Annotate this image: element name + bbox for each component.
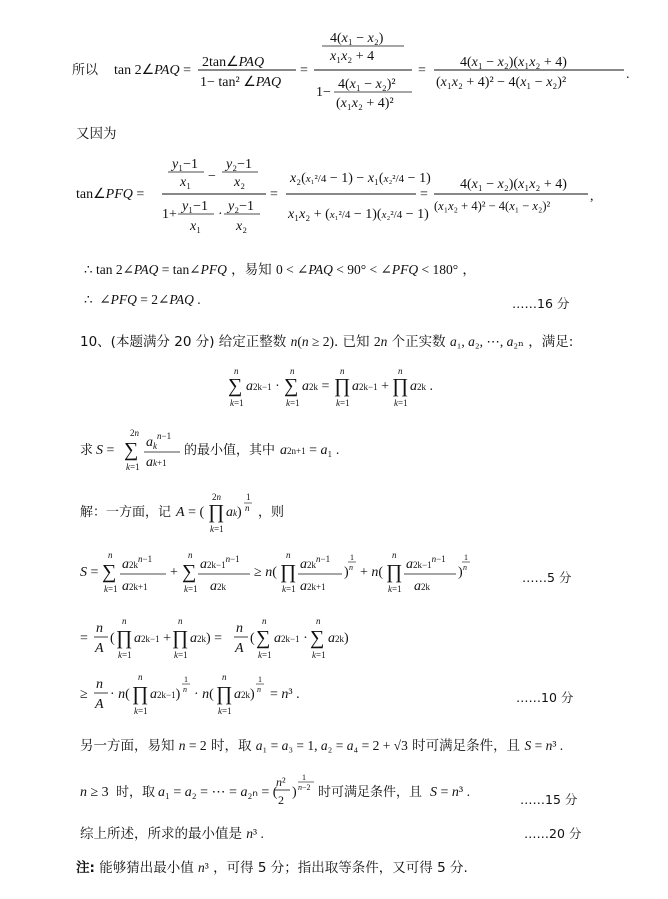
svg-text:1: 1 xyxy=(350,553,354,562)
formula-ge-n-cubed-svg xyxy=(80,668,340,718)
svg-text:n ≥ 3: n ≥ 3 xyxy=(80,785,109,800)
svg-text:k=1: k=1 xyxy=(218,706,232,716)
svg-text:1−: 1− xyxy=(316,85,331,100)
svg-text:n−2: n−2 xyxy=(298,783,311,792)
svg-text:a2k: a2k xyxy=(210,579,226,594)
formula-equal-n-over-a xyxy=(80,612,380,664)
svg-text:+: + xyxy=(170,565,178,580)
svg-text:n: n xyxy=(108,550,113,560)
svg-text:n: n xyxy=(183,685,187,694)
score-15: ……15 分 xyxy=(520,792,578,807)
svg-text:1+: 1+ xyxy=(162,207,177,222)
solution-n-ge-3-svg xyxy=(80,772,500,812)
formula-condition xyxy=(228,364,468,410)
svg-text:k=1: k=1 xyxy=(394,398,408,408)
svg-text:tan∠PFQ =: tan∠PFQ = xyxy=(76,187,145,202)
svg-text:n: n xyxy=(398,366,403,376)
score-16: ……16 分 xyxy=(512,296,570,311)
svg-text:≥: ≥ xyxy=(80,687,88,702)
svg-text:k=1: k=1 xyxy=(388,584,402,594)
svg-text:∑: ∑ xyxy=(228,375,243,397)
svg-text:4(x₁ − x₂)²: 4(x₁ − x₂)² xyxy=(338,77,396,92)
svg-text:a2k−1 ·: a2k−1 · xyxy=(246,379,280,394)
svg-text:k=1: k=1 xyxy=(230,398,244,408)
svg-text:∏: ∏ xyxy=(208,501,225,523)
svg-text:n: n xyxy=(257,685,261,694)
svg-text:∏: ∏ xyxy=(116,627,133,649)
svg-text:=: = xyxy=(270,187,278,202)
formula-condition-svg xyxy=(228,364,468,410)
solution-n-equals-2: 另一方面，易知 n = 2 时，取 a₁ = a₃ = 1, a₂ = a₄ = 2 + √3 时可满足条件，且 S = n³ . xyxy=(80,738,564,754)
svg-text:∏: ∏ xyxy=(334,375,351,397)
svg-text:=: = xyxy=(80,631,88,646)
svg-text:S = n³ .: S = n³ . xyxy=(430,785,471,800)
svg-text:y₂−1: y₂−1 xyxy=(226,157,252,172)
svg-text:4(x₁ − x₂): 4(x₁ − x₂) xyxy=(330,31,384,46)
svg-text:A: A xyxy=(235,641,244,656)
svg-text:k=1: k=1 xyxy=(258,650,272,660)
text-therefore-pfq: ∴ ∠PFQ = 2∠PAQ . xyxy=(84,292,201,307)
svg-text:∏: ∏ xyxy=(386,561,403,583)
svg-text:A: A xyxy=(95,697,104,712)
svg-text:): ) xyxy=(292,785,297,800)
svg-text:a2kn−1: $a2k^{n-1}$ xyxy=(122,554,153,572)
svg-text:k=1: k=1 xyxy=(210,524,224,534)
svg-text:2: 2 xyxy=(278,793,284,807)
svg-text:∏: ∏ xyxy=(172,627,189,649)
svg-text:y₂−1: y₂−1 xyxy=(228,199,254,214)
svg-text:ak): ak) xyxy=(226,505,242,520)
svg-text:4(x₁ − x₂)(x₁x₂ + 4): 4(x₁ − x₂)(x₁x₂ + 4) xyxy=(460,55,567,70)
svg-text:a2k .: a2k . xyxy=(410,379,433,394)
svg-text:tan 2∠PAQ =: tan 2∠PAQ = xyxy=(114,63,191,78)
svg-text:x₂: x₂ xyxy=(236,219,248,234)
svg-text:n: n xyxy=(245,503,250,513)
svg-text:a2k: a2k xyxy=(414,579,430,594)
formula-ge-n-cubed xyxy=(80,668,340,718)
text-therefore-tan-equal: ∴ tan 2∠PAQ = tan∠PFQ ，易知 0 < ∠PAQ < 90° < ∠PFQ < 180° ， xyxy=(84,262,476,278)
svg-text:解：一方面，记: 解：一方面，记 xyxy=(80,505,172,520)
svg-text:(: ( xyxy=(110,631,115,646)
svg-text:(x₁x₂ + 4)² − 4(x₁ − x₂)²: (x₁x₂ + 4)² − 4(x₁ − x₂)² xyxy=(436,75,567,90)
svg-text:∑: ∑ xyxy=(124,439,139,461)
svg-text:x₂: x₂ xyxy=(234,175,246,190)
svg-text:4(x₁ − x₂)(x₁x₂ + 4): 4(x₁ − x₂)(x₁x₂ + 4) xyxy=(460,177,567,192)
score-5: ……5 分 xyxy=(522,570,572,585)
formula-tan-pfq-svg xyxy=(76,152,596,238)
formula-tan2paq xyxy=(72,30,632,110)
solution-define-a xyxy=(80,490,320,540)
svg-text:=: = xyxy=(420,187,428,202)
svg-text:n: n xyxy=(138,672,143,682)
text-you-yin-wei: 又因为 xyxy=(76,126,117,142)
svg-text:n: n xyxy=(262,616,267,626)
svg-text:n: n xyxy=(286,550,291,560)
svg-text:∑: ∑ xyxy=(284,375,299,397)
svg-text:=: = xyxy=(300,63,308,78)
svg-text:· n(: · n( xyxy=(194,687,214,702)
svg-text:a2k =: a2k = xyxy=(302,379,330,394)
note-label: 注: xyxy=(76,860,95,876)
svg-text:∑: ∑ xyxy=(182,561,197,583)
svg-text:1: 1 xyxy=(464,553,468,562)
svg-text:x₂(x₁²/4 − 1) − x₁(x₂²/4 − 1): x₂(x₁²/4 − 1) − x₁(x₂²/4 − 1) xyxy=(290,171,431,186)
svg-text:= n³ .: = n³ . xyxy=(270,687,300,702)
svg-text:x₁: x₁ xyxy=(190,219,202,234)
svg-text:n: n xyxy=(236,621,243,636)
svg-text:a2k−1 +: a2k−1 + xyxy=(134,631,171,646)
svg-text:a2k−1 +: a2k−1 + xyxy=(352,379,389,394)
svg-text:1: 1 xyxy=(258,675,262,684)
svg-text:n: n xyxy=(188,550,193,560)
svg-text:∏: ∏ xyxy=(132,683,149,705)
formula-tan-pfq xyxy=(76,152,596,238)
svg-text:1− tan² ∠PAQ: 1− tan² ∠PAQ xyxy=(200,75,282,90)
svg-text:k=1: k=1 xyxy=(104,584,118,594)
svg-text:,: , xyxy=(590,189,594,204)
svg-text:k=1: k=1 xyxy=(312,650,326,660)
svg-text:): ) xyxy=(344,565,349,580)
svg-text:a2k) =: a2k) = xyxy=(190,631,223,646)
svg-text:n: n xyxy=(96,621,103,636)
svg-text:a2k+1: a2k+1 xyxy=(122,579,148,594)
svg-text:A = (: A = ( xyxy=(176,505,205,520)
svg-text:n: n xyxy=(349,563,353,572)
solution-conclusion: 综上所述，所求的最小值是 n³ . xyxy=(80,826,264,842)
formula-find-s xyxy=(80,424,380,476)
formula-tan2paq-svg xyxy=(72,30,632,110)
svg-text:a2k−1): a2k−1) xyxy=(150,687,181,702)
svg-text:1: 1 xyxy=(302,773,306,782)
score-20: ……20 分 xyxy=(524,826,582,841)
svg-text:(x₁x₂ + 4)²: (x₁x₂ + 4)² xyxy=(336,96,394,110)
svg-text:2tan∠PAQ: 2tan∠PAQ xyxy=(202,55,265,70)
svg-text:2n: 2n xyxy=(212,492,221,502)
svg-text:k=1: k=1 xyxy=(134,706,148,716)
svg-text:≥ n(: ≥ n( xyxy=(254,565,277,580)
svg-text:k=1: k=1 xyxy=(174,650,188,660)
svg-text:n: n xyxy=(316,616,321,626)
svg-text:−: − xyxy=(208,169,216,184)
svg-text:akn−1: $a_k^{n-1}$ xyxy=(146,431,172,451)
svg-text:a2k): a2k) xyxy=(234,687,255,702)
svg-text:S =: S = xyxy=(80,565,99,580)
formula-s-inequality xyxy=(80,546,480,602)
svg-text:∑: ∑ xyxy=(256,627,271,649)
svg-text:a2k+1: a2k+1 xyxy=(300,579,326,594)
svg-text:=: = xyxy=(418,63,426,78)
svg-text:a2k−1n−1: $a2k-1^{n-1}$ xyxy=(406,554,446,572)
svg-text:求: 求 xyxy=(80,443,94,458)
formula-find-s-svg xyxy=(80,424,380,476)
svg-text:y₁−1: y₁−1 xyxy=(172,157,198,172)
svg-text:n: n xyxy=(392,550,397,560)
svg-text:∑: ∑ xyxy=(102,561,117,583)
svg-text:a2k−1 ·: a2k−1 · xyxy=(274,631,308,646)
svg-text:n: n xyxy=(340,366,345,376)
formula-equal-n-over-a-svg xyxy=(80,612,380,664)
svg-text:·: · xyxy=(218,207,223,222)
note-line: 注: 能够猜出最小值 n³ ，可得 5 分；指出取等条件，又可得 5 分. xyxy=(76,860,468,876)
svg-text:k=1: k=1 xyxy=(336,398,350,408)
svg-text:n: n xyxy=(96,677,103,692)
problem-10-statement: 10、(本题满分 20 分) 给定正整数 n(n ≥ 2). 已知 2n 个正实数 a₁, a₂, ⋯, a₂ₙ ，满足: xyxy=(80,334,574,350)
svg-text:a₁ = a₂ = ⋯ = a₂ₙ = (: a₁ = a₂ = ⋯ = a₂ₙ = ( xyxy=(158,785,278,800)
svg-text:k=1: k=1 xyxy=(118,650,132,660)
score-10: ……10 分 xyxy=(516,690,574,705)
svg-text:k=1: k=1 xyxy=(282,584,296,594)
svg-text:a2k): a2k) xyxy=(328,631,349,646)
svg-text:n: n xyxy=(122,616,127,626)
svg-text:的最小值，其中: 的最小值，其中 xyxy=(184,443,276,458)
svg-text:∑: ∑ xyxy=(310,627,325,649)
svg-text:a2k−1n−1: $a2k-1^{n-1}$ xyxy=(200,554,240,572)
svg-text:时，取: 时，取 xyxy=(116,785,156,800)
formula-s-inequality-svg xyxy=(80,546,480,602)
solution-n-ge-3 xyxy=(80,772,500,812)
svg-text:，则: ，则 xyxy=(258,505,285,520)
svg-text:n: n xyxy=(290,366,295,376)
solution-define-a-svg xyxy=(80,490,320,540)
svg-text:a2n+1 = a₁ .: a2n+1 = a₁ . xyxy=(280,443,340,458)
svg-text:n²: n² xyxy=(276,775,286,789)
svg-text:x₁: x₁ xyxy=(180,175,192,190)
svg-text:n: n xyxy=(222,672,227,682)
svg-text:+ n(: + n( xyxy=(360,565,384,580)
svg-text:y₁−1: y₁−1 xyxy=(182,199,208,214)
svg-text:x₁x₂ + 4: x₁x₂ + 4 xyxy=(330,49,375,64)
svg-text:.: . xyxy=(626,67,630,82)
svg-text:x₁x₂ + (x₁²/4 − 1)(x₂²/4 − 1): x₁x₂ + (x₁²/4 − 1)(x₂²/4 − 1) xyxy=(288,207,429,222)
svg-text:): ) xyxy=(458,565,463,580)
svg-text:所以: 所以 xyxy=(72,63,99,78)
svg-text:∏: ∏ xyxy=(280,561,297,583)
svg-text:k=1: k=1 xyxy=(126,462,140,472)
svg-text:k=1: k=1 xyxy=(286,398,300,408)
svg-text:1: 1 xyxy=(246,492,251,502)
svg-text:1: 1 xyxy=(184,675,188,684)
svg-text:· n(: · n( xyxy=(110,687,130,702)
svg-text:∏: ∏ xyxy=(216,683,233,705)
svg-text:2n: 2n xyxy=(130,428,139,438)
svg-text:n: n xyxy=(178,616,183,626)
svg-text:A: A xyxy=(95,641,104,656)
svg-text:时可满足条件，且: 时可满足条件，且 xyxy=(318,785,423,800)
svg-text:n: n xyxy=(234,366,239,376)
svg-text:a2kn−1: $a2k^{n-1}$ xyxy=(300,554,331,572)
svg-text:(: ( xyxy=(250,631,255,646)
svg-text:∏: ∏ xyxy=(392,375,409,397)
svg-text:n: n xyxy=(463,563,467,572)
svg-text:(x₁x₂ + 4)² − 4(x₁ − x₂)²: (x₁x₂ + 4)² − 4(x₁ − x₂)² xyxy=(434,199,551,213)
svg-text:ak+1: ak+1 xyxy=(146,455,167,470)
svg-text:S =: S = xyxy=(96,443,115,458)
svg-text:k=1: k=1 xyxy=(184,584,198,594)
